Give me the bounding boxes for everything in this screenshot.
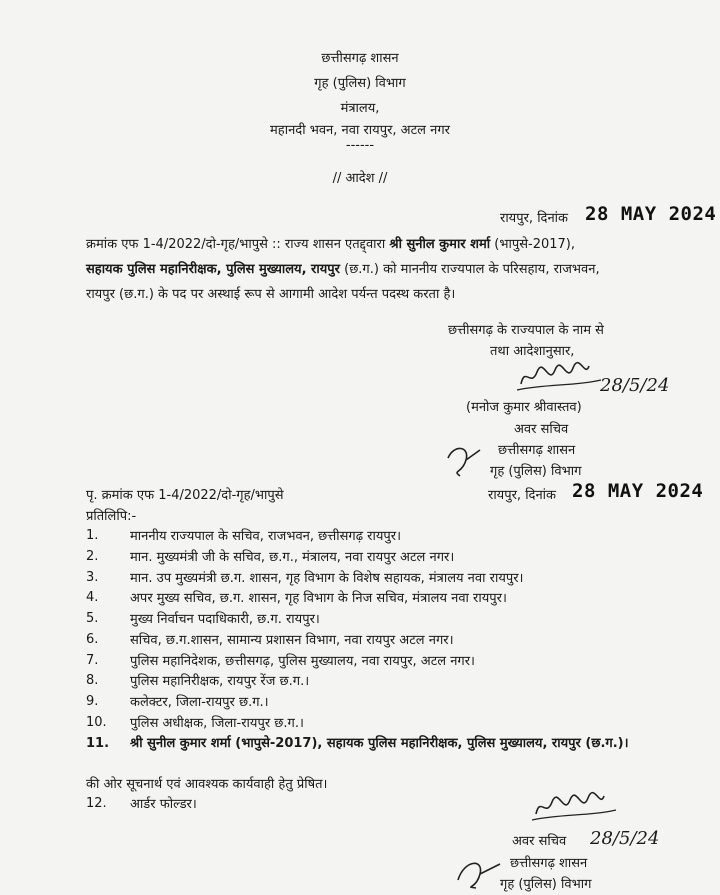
header-address: महानदी भवन, नवा रायपुर, अटल नगर: [270, 123, 450, 138]
sign-date-1: 28/5/24: [600, 375, 670, 396]
signature-manoj: [515, 360, 605, 396]
list-item-num: 8.: [86, 673, 99, 688]
list-item-num: 7.: [86, 653, 99, 668]
copy-label: प्रतिलिपि:-: [86, 509, 137, 524]
list-item: पुलिस महानिरीक्षक, रायपुर रेंज छ.ग.।: [130, 674, 310, 689]
endorsement-date-stamp: 28 MAY 2024: [572, 480, 704, 502]
dateline-label: रायपुर, दिनांक: [500, 211, 569, 226]
signer-dept2: गृह (पुलिस) विभाग: [490, 464, 582, 479]
list-item: मान. मुख्यमंत्री जी के सचिव, छ.ग., मंत्रालय, नवा रायपुर अटल नगर।: [130, 550, 455, 565]
order-paragraph: क्रमांक एफ 1-4/2022/दो-गृह/भापुसे :: राज्य शासन एतद्द्वारा श्री सुनील कुमार शर्मा (भापुसे-2017), सहायक पुलिस महानिरीक्षक, पुलिस मुख्यालय, रायपुर (छ.ग.) को माननीय राज्यपाल के परिसहाय, राजभवन, रायपुर (छ.ग.) के पद पर अस्थाई रूप से आगामी आदेश पर्यन्त पदस्थ करता है।: [86, 237, 600, 302]
footer-title: अवर सचिव: [512, 834, 567, 849]
header-ministry: मंत्रालय,: [340, 101, 380, 116]
list-item: पुलिस अधीक्षक, जिला-रायपुर छ.ग.।: [130, 716, 304, 731]
date-stamp: 28 MAY 2024: [585, 203, 717, 225]
list-item-num: 2.: [86, 549, 99, 564]
footer-dept2: गृह (पुलिस) विभाग: [500, 877, 592, 892]
forward-note: की ओर सूचनार्थ एवं आवश्यक कार्यवाही हेतु प्रेषित।: [86, 777, 328, 792]
officer-name: श्री सुनील कुमार शर्मा: [389, 237, 491, 252]
initials-mark: [440, 440, 490, 480]
list-item-num: 12.: [86, 796, 107, 811]
endorsement-date-label: रायपुर, दिनांक: [488, 488, 557, 503]
list-item-num: 6.: [86, 632, 99, 647]
officer-designation: सहायक पुलिस महानिरीक्षक, पुलिस मुख्यालय, रायपुर: [86, 262, 340, 277]
list-item-num: 5.: [86, 611, 99, 626]
authority-line2: तथा आदेशानुसार,: [490, 344, 575, 359]
list-item-num: 3.: [86, 570, 99, 585]
list-item-officer: श्री सुनील कुमार शर्मा (भापुसे-2017), सहायक पुलिस महानिरीक्षक, पुलिस मुख्यालय, रायपुर (छ.ग.)।: [130, 736, 629, 751]
list-item: सचिव, छ.ग.शासन, सामान्य प्रशासन विभाग, नवा रायपुर अटल नगर।: [130, 633, 454, 648]
list-item: माननीय राज्यपाल के सचिव, राजभवन, छत्तीसगढ़ रायपुर।: [130, 529, 402, 544]
order-title: // आदेश //: [332, 171, 388, 186]
signer-dept1: छत्तीसगढ़ शासन: [498, 443, 576, 458]
list-item-num: 11.: [86, 736, 110, 751]
list-item: अपर मुख्य सचिव, छ.ग. शासन, गृह विभाग के निज सचिव, मंत्रालय नवा रायपुर।: [130, 591, 507, 606]
list-item-num: 4.: [86, 590, 99, 605]
signature-footer: [530, 790, 620, 824]
signer-title: अवर सचिव: [514, 422, 569, 437]
endorsement-ref: पृ. क्रमांक एफ 1-4/2022/दो-गृह/भापुसे: [86, 488, 284, 503]
list-item: मुख्य निर्वाचन पदाधिकारी, छ.ग. रायपुर।: [130, 612, 320, 627]
list-item-num: 10.: [86, 715, 107, 730]
sign-date-2: 28/5/24: [590, 828, 660, 849]
footer-dept1: छत्तीसगढ़ शासन: [510, 856, 588, 871]
header-state: छत्तीसगढ़ शासन: [321, 51, 399, 66]
list-item-num: 9.: [86, 694, 99, 709]
list-item: आर्डर फोल्डर।: [130, 797, 197, 812]
list-item: कलेक्टर, जिला-रायपुर छ.ग.।: [130, 695, 269, 710]
list-item-num: 1.: [86, 528, 99, 543]
header-department: गृह (पुलिस) विभाग: [314, 76, 406, 91]
authority-line1: छत्तीसगढ़ के राज्यपाल के नाम से: [448, 323, 604, 338]
list-item: पुलिस महानिदेशक, छत्तीसगढ़, पुलिस मुख्यालय, नवा रायपुर, अटल नगर।: [130, 654, 475, 669]
signer-name: (मनोज कुमार श्रीवास्तव): [466, 400, 582, 415]
list-item: मान. उप मुख्यमंत्री छ.ग. शासन, गृह विभाग के विशेष सहायक, मंत्रालय नवा रायपुर।: [130, 571, 524, 586]
header-rule: ------: [345, 138, 375, 153]
initials-mark-footer: [450, 850, 510, 890]
